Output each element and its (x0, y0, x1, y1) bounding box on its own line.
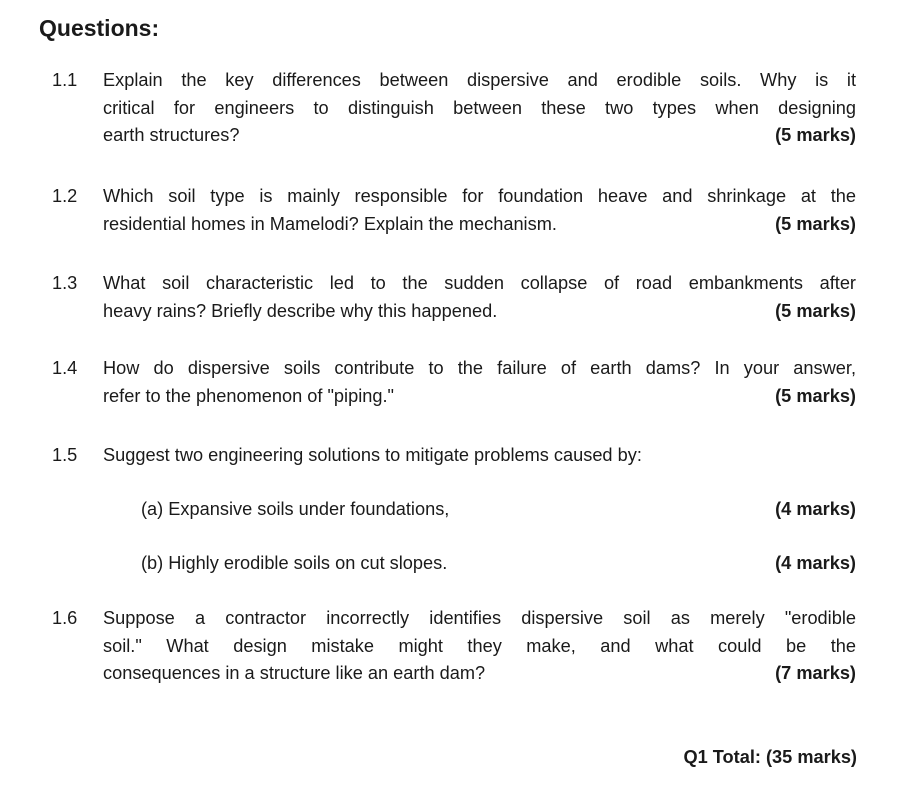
subpart-text: (a) Expansive soils under foundations, (141, 499, 450, 519)
marks-label: (5 marks) (775, 213, 856, 234)
question-number: 1.6 (52, 608, 78, 628)
question-last-line (103, 122, 856, 150)
question-line: consequences in a structure like an earth dam? (103, 663, 486, 683)
question-number: 1.1 (52, 70, 78, 90)
question-1-2 (52, 183, 856, 238)
marks-label: (5 marks) (775, 125, 856, 145)
page-title: Questions: (39, 15, 160, 41)
subpart-b (141, 550, 856, 578)
question-1-1 (52, 67, 856, 150)
marks-label: (4 marks) (775, 499, 856, 519)
total-marks: Q1 Total: (35 marks) (683, 747, 857, 767)
question-line: What soil characteristic led to the sudden collapse of road embankments after (103, 273, 856, 293)
question-1-3 (52, 270, 856, 325)
question-text (103, 355, 856, 410)
question-line: Explain the key differences between dispersive and erodible soils. Why is it (103, 70, 856, 90)
question-last-line (103, 298, 856, 326)
question-last-line (103, 383, 856, 411)
question-last-line (103, 660, 856, 688)
marks-label: (7 marks) (775, 663, 856, 683)
question-line: refer to the phenomenon of "piping." (103, 385, 394, 406)
question-line: Which soil type is mainly responsible for foundation heave and shrinkage at the (103, 186, 856, 206)
question-line: Suppose a contractor incorrectly identifies dispersive soil as merely "erodible (103, 608, 856, 628)
question-text (103, 270, 856, 325)
question-line: critical for engineers to distinguish between these two types when designing (103, 97, 856, 118)
question-number: 1.2 (52, 186, 78, 206)
question-last-line (103, 211, 856, 239)
question-line: earth structures? (103, 125, 240, 145)
question-line: heavy rains? Briefly describe why this happened. (103, 300, 498, 321)
question-text (103, 67, 856, 150)
marks-label: (5 marks) (775, 385, 856, 406)
question-number: 1.3 (52, 273, 78, 293)
question-line: soil." What design mistake might they make, and what could be the (103, 635, 856, 656)
question-text (103, 183, 856, 238)
question-1-4 (52, 355, 856, 410)
question-1-5 (52, 442, 856, 470)
subpart-a (141, 496, 856, 524)
marks-label: (5 marks) (775, 300, 856, 321)
question-line: Suggest two engineering solutions to mitigate problems caused by: (103, 445, 642, 465)
question-line: How do dispersive soils contribute to the failure of earth dams? In your answer, (103, 358, 856, 378)
question-text (103, 605, 856, 688)
question-number: 1.5 (52, 445, 78, 465)
question-number: 1.4 (52, 358, 78, 378)
question-1-6 (52, 605, 856, 688)
question-text (103, 442, 856, 470)
marks-label: (4 marks) (775, 553, 856, 573)
subpart-text: (b) Highly erodible soils on cut slopes. (141, 553, 448, 573)
question-line: residential homes in Mamelodi? Explain the mechanism. (103, 213, 557, 234)
